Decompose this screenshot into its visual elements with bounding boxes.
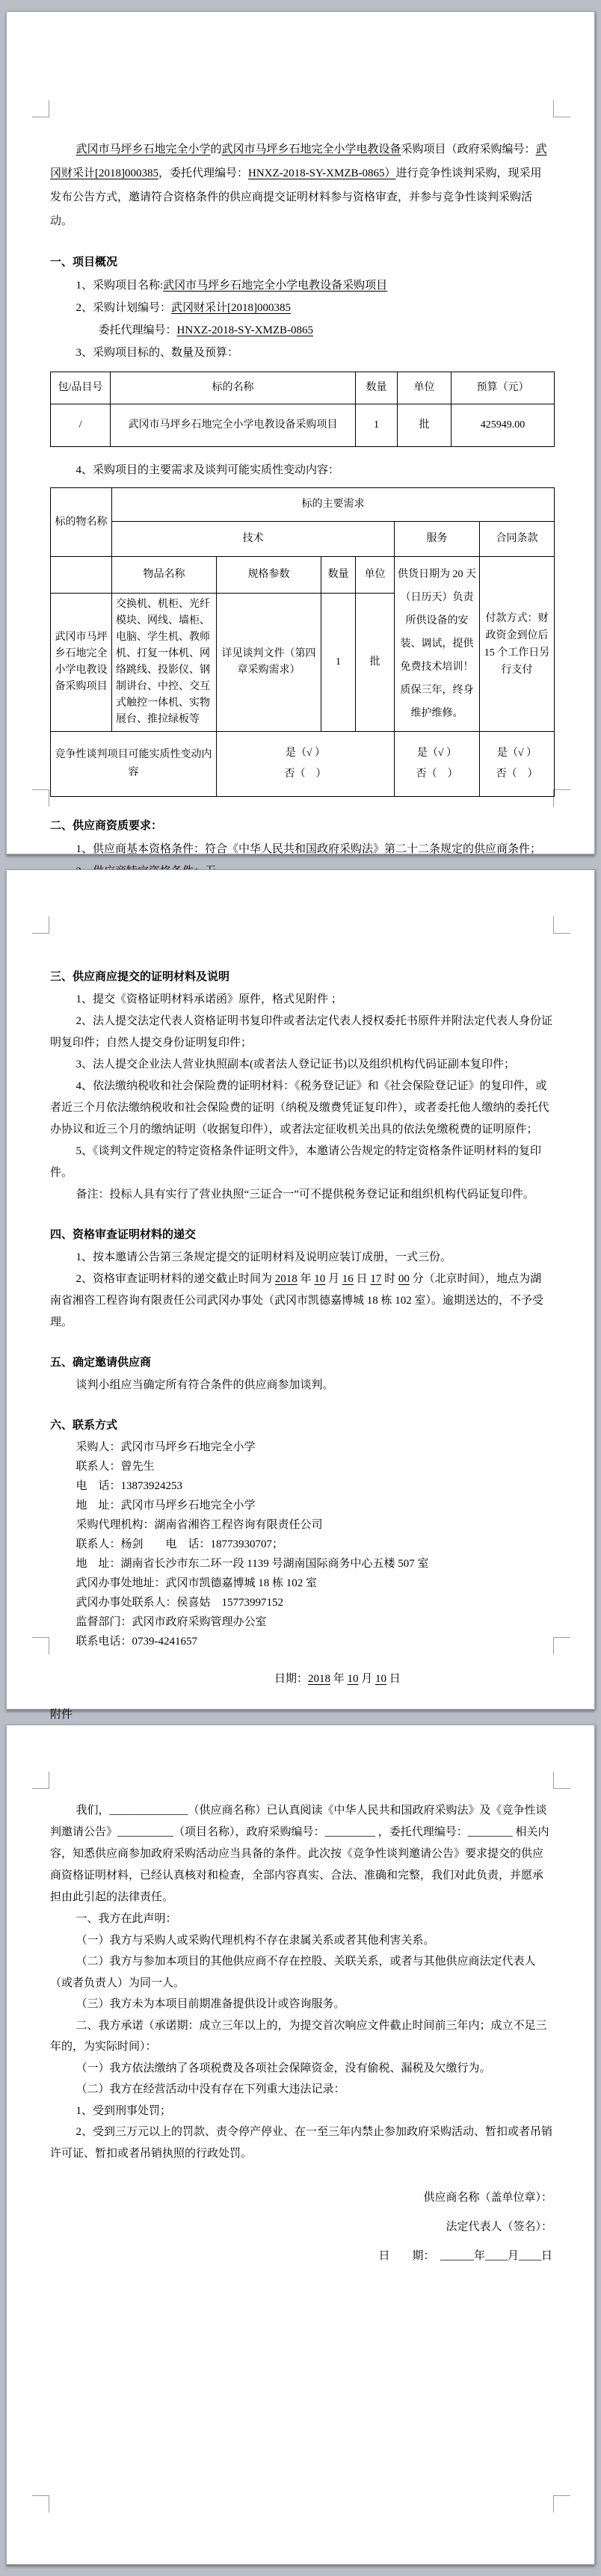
yes-option: 是（√ ） xyxy=(416,748,457,759)
sign-company-line: 供应商名称（盖单位章）： xyxy=(423,2192,552,2204)
deadline-year: 2018 xyxy=(274,1273,298,1285)
req-header-row-2 xyxy=(51,522,555,557)
text-boundary-mark xyxy=(553,1637,570,1654)
budget-header-package: 包/品目号 xyxy=(51,372,111,404)
req-empty-cell xyxy=(51,557,112,594)
budget-cell-qty: 1 xyxy=(356,404,398,447)
text-boundary-mark xyxy=(553,100,570,117)
contact-address: 地 址：武冈市马坪乡石地完全小学 xyxy=(75,1500,256,1512)
contact-agency-address: 地 址：湖南省长沙市东二环一段 1139 号湖南国际商务中心五楼 507 室 xyxy=(75,1558,429,1570)
material-item-3: 3、法人提交企业法人营业执照副本(或者法人登记证书)以及组织机构代码证副本复印件； xyxy=(75,1059,515,1070)
req-subheader-qty: 数量 xyxy=(321,557,356,594)
yes-option: 是（√ ） xyxy=(285,748,326,759)
deadline-day: 16 xyxy=(342,1273,354,1285)
text-boundary-mark xyxy=(32,1772,49,1789)
no-option: 否（ ） xyxy=(416,768,458,780)
page-2-content xyxy=(50,870,552,1751)
text-boundary-mark xyxy=(32,2495,49,2512)
text-boundary-mark xyxy=(32,789,49,807)
contact-buyer: 采购人：武冈市马坪乡石地完全小学 xyxy=(75,1441,256,1453)
budget-header-subject: 标的名称 xyxy=(111,372,356,404)
project-name: 武冈市马坪乡石地完全小学电教设备 xyxy=(221,144,401,155)
sign-date-line: 日 期： ______年____月____日 xyxy=(378,2250,552,2262)
req-cell-subject: 武冈市马坪乡石地完全小学电教设备采购项目 xyxy=(51,594,112,732)
deadline-hour: 17 xyxy=(370,1273,382,1285)
promise-item-1: （一）我方依法缴纳了各项税费及各项社会保障资金，没有偷税、漏税及欠缴行为。 xyxy=(75,2062,491,2074)
req-header-subject: 标的物名称 xyxy=(51,488,112,557)
signature-block xyxy=(50,2184,552,2271)
contact-agency: 采购代理机构：湖南省湘咨工程咨询有限责任公司 xyxy=(75,1519,323,1531)
declaration-title: 一、我方在此声明： xyxy=(75,1913,177,1925)
req-header-row-1 xyxy=(51,488,555,522)
material-note: 备注：投标人具有实行了营业执照“三证合一”可不提供税务登记证和组织机构代码证复印件。 xyxy=(75,1189,534,1201)
text-boundary-mark xyxy=(553,789,570,807)
req-header-tech: 技术 xyxy=(112,522,395,557)
material-item-5: 5、《谈判文件规定的特定资格条件证明文件》，本邀请公告规定的特定资格条件证明材料的复印件。 xyxy=(50,1145,542,1179)
section-1-title: 一、项目概况 xyxy=(50,256,118,268)
yes-option: 是（√ ） xyxy=(496,748,537,759)
promise-title: 二、我方承诺（承诺期：成立三年以上的，为提交首次响应文件截止时间前三年内；成立不足三年的，为实际时间）： xyxy=(50,2019,547,2053)
date-year: 2018 xyxy=(308,1673,331,1685)
text-boundary-mark xyxy=(32,100,49,117)
promise-item-3: 1、受到刑事处罚； xyxy=(75,2104,172,2117)
req-cell-spec: 详见谈判文件（第四章采购需求） xyxy=(217,594,321,732)
page-1-content xyxy=(50,12,552,905)
material-item-2: 2、法人提交法定代表人资格证明书复印件或者法定代表人授权委托书原件并附法定代表人身份证明复印件；自然人提交身份证明复印件； xyxy=(50,1015,553,1049)
declaration-item-1: （一）我方与采购人或采购代理机构不存在隶属关系或者其他利害关系。 xyxy=(75,1934,435,1947)
req-change-service xyxy=(395,732,480,797)
material-item-1: 1、提交《资格证明材料承诺函》原件，格式见附件 ； xyxy=(75,993,342,1005)
text-boundary-mark xyxy=(553,916,570,934)
material-item-4: 4、依法缴纳税收和社会保险费的证明材料：《税务登记证》和《社会保险登记证》的复印件，或者近三个月依法缴纳税收和社会保险费的证明（纳税及缴费凭证复印件），或者委托他人缴纳的委托代办协议和近三个月的缴纳证明（收据复印件），或者法定征收机关出具的依法免缴税费的证明原件； xyxy=(50,1080,549,1136)
req-change-row xyxy=(51,732,555,797)
page-3 xyxy=(6,1725,595,2565)
section-3-title: 三、供应商应提交的证明材料及说明 xyxy=(50,971,230,983)
item-requirements: 4、采购项目的主要需求及谈判可能实质性变动内容： xyxy=(75,464,340,476)
budget-header-budget: 预算（元） xyxy=(451,372,555,404)
req-subheader-unit: 单位 xyxy=(356,557,395,594)
req-cell-unit: 批 xyxy=(356,594,395,732)
req-change-label: 竞争性谈判项目可能实质性变动内容 xyxy=(51,732,217,797)
req-change-tech xyxy=(217,732,395,797)
deadline-minute: 00 xyxy=(398,1273,410,1285)
budget-header-unit: 单位 xyxy=(398,372,451,404)
submission-item-1: 1、按本邀请公告第三条规定提交的证明材料及说明应装订成册，一式三份。 xyxy=(75,1251,452,1263)
agency-no: HNXZ-2018-SY-XMZB-0865） xyxy=(248,167,396,179)
buyer-name: 武冈市马坪乡石地完全小学 xyxy=(75,144,211,155)
req-change-contract xyxy=(480,732,555,797)
contact-agency-person: 联系人：杨剑 电 话：18773930707； xyxy=(75,1538,284,1550)
promise-item-2: （二）我方在经营活动中没有存在下列重大违法记录： xyxy=(75,2083,345,2095)
item-budget: 3、采购项目标的、数量及预算： xyxy=(75,347,239,359)
no-option: 否（ ） xyxy=(496,768,538,780)
budget-table xyxy=(50,372,555,447)
page-1 xyxy=(6,11,595,854)
section-6-title: 六、联系方式 xyxy=(50,1420,118,1432)
req-subheader-spec: 规格参数 xyxy=(217,557,321,594)
announcement-date: 日期：2018 年 10 月 10 日 xyxy=(274,1673,401,1685)
declaration-item-2: （二）我方与参加本项目的其他供应商不存在控股、关联关系，或者与其他供应商法定代表人（或者负责人）为同一人。 xyxy=(50,1956,536,1989)
req-header-contract: 合同条款 xyxy=(480,522,555,557)
req-cell-items: 交换机、机柜、光纤模块、网线、墙柜、电脑、学生机、教师机、打复一体机、网络跳线、投影仪、钢制讲台、中控、交互式触控一体机、实物展台、推拉绿板等 xyxy=(112,594,217,732)
date-day: 10 xyxy=(375,1673,387,1685)
req-header-main: 标的主要需求 xyxy=(112,488,555,522)
budget-cell-unit: 批 xyxy=(398,404,451,447)
text-boundary-mark xyxy=(553,2495,570,2512)
req-subheader-item: 物品名称 xyxy=(112,557,217,594)
budget-cell-subject: 武冈市马坪乡石地完全小学电教设备采购项目 xyxy=(111,404,356,447)
sign-legal-line: 法定代表人（签名）： xyxy=(446,2221,552,2233)
contact-supervisor: 监督部门：武冈市政府采购管理办公室 xyxy=(75,1616,267,1628)
req-cell-service: 供货日期为 20 天（日历天）负责所供设备的安装、调试，提供免费技术培训！质保三年，终身维护维修。 xyxy=(395,557,480,732)
budget-table-header-row xyxy=(51,372,555,404)
submission-item-2: 2、资格审查证明材料的递交截止时间为 2018 年 10 月 16 日 17 时 00 分（北京时间），地点为湖南省湘咨工程咨询有限责任公司武冈办事处（武冈市凯德嘉博城 18 栋 102 室）。逾期送达的，不予受理。 xyxy=(50,1273,544,1328)
text-boundary-mark xyxy=(553,1772,570,1789)
intro-paragraph: 武冈市马坪乡石地完全小学的武冈市马坪乡石地完全小学电教设备采购项目（政府采购编号：武冈财采计[2018]000385，委托代理编号：HNXZ-2018-SY-XMZB-0865）进行竞争性谈判采购，现采用发布公告方式，邀请符合资格条件的供应商提交证明材料参与资格审查，并参与竞争性谈判采购活动。 xyxy=(50,144,547,227)
text-boundary-mark xyxy=(32,916,49,934)
commitment-paragraph: 我们，______________（供应商名称）已认真阅读《中华人民共和国政府采购法》及《竞争性谈判邀请公告》__________（项目名称），政府采购编号：_________ ，委托代理编号：________ 相关内容，知悉供应商参加政府采购活动应当具备的条件。此次按《竞争性谈判邀请公告》要求提交的供应商资格证明材料，已经认真核对和检查，全部内容真实、合法、准确和完整，我们对此负责，并愿承担由此引起的法律责任。 xyxy=(50,1805,549,1903)
req-header-service: 服务 xyxy=(395,522,480,557)
contact-office-person: 武冈办事处联系人：侯喜姑 15773997152 xyxy=(75,1597,284,1609)
budget-cell-budget: 425949.00 xyxy=(451,404,555,447)
deadline-month: 10 xyxy=(314,1273,326,1285)
promise-item-4: 2、受到三万元以上的罚款、责令停产停业、在一至三年内禁止参加政府采购活动、暂扣或者吊销许可证、暂扣或者吊销执照的行政处罚。 xyxy=(50,2126,553,2160)
budget-cell-package: / xyxy=(51,404,111,447)
invite-supplier-text: 谈判小组应当确定所有符合条件的供应商参加谈判。 xyxy=(75,1379,334,1391)
contact-phone: 电 话：13873924253 xyxy=(75,1480,183,1492)
item-project-name: 1、采购项目名称:武冈市马坪乡石地完全小学电教设备采购项目 xyxy=(75,280,388,292)
requirements-table xyxy=(50,487,555,797)
req-cell-qty: 1 xyxy=(321,594,356,732)
contact-office-address: 武冈办事处地址：武冈市凯德嘉博城 18 栋 102 室 xyxy=(75,1577,318,1589)
procurement-no: 武冈财采计[2018]000385 xyxy=(50,144,547,179)
no-option: 否（ ） xyxy=(284,768,327,780)
supplier-basic-condition: 1、供应商基本资格条件：符合《中华人民共和国政府采购法》第二十二条规定的供应商条件； xyxy=(75,843,542,855)
declaration-item-3: （三）我方未为本项目前期准备提供设计或咨询服务。 xyxy=(75,1998,345,2010)
item-agency-no: 委托代理编号：HNXZ-2018-SY-XMZB-0865 xyxy=(98,324,314,336)
contact-person: 联系人：曾先生 xyxy=(75,1461,155,1473)
section-5-title: 五、确定邀请供应商 xyxy=(50,1357,152,1369)
budget-table-data-row xyxy=(51,404,555,447)
contact-supervisor-phone: 联系电话：0739-4241657 xyxy=(75,1636,197,1648)
page-2 xyxy=(6,869,595,1721)
page-3-content xyxy=(50,1725,552,2271)
section-2-title: 二、供应商资质要求： xyxy=(50,820,163,832)
section-4-title: 四、资格审查证明材料的递交 xyxy=(50,1229,197,1241)
date-month: 10 xyxy=(347,1673,359,1685)
attachment-label: 附件 xyxy=(50,1709,73,1721)
budget-header-qty: 数量 xyxy=(356,372,398,404)
req-cell-contract: 付款方式：财政资金到位后 15 个工作日另行支付 xyxy=(480,557,555,732)
text-boundary-mark xyxy=(32,1637,49,1654)
item-plan-no: 2、采购计划编号：武冈财采计[2018]000385 xyxy=(75,302,292,314)
req-subheader-row xyxy=(51,557,555,594)
